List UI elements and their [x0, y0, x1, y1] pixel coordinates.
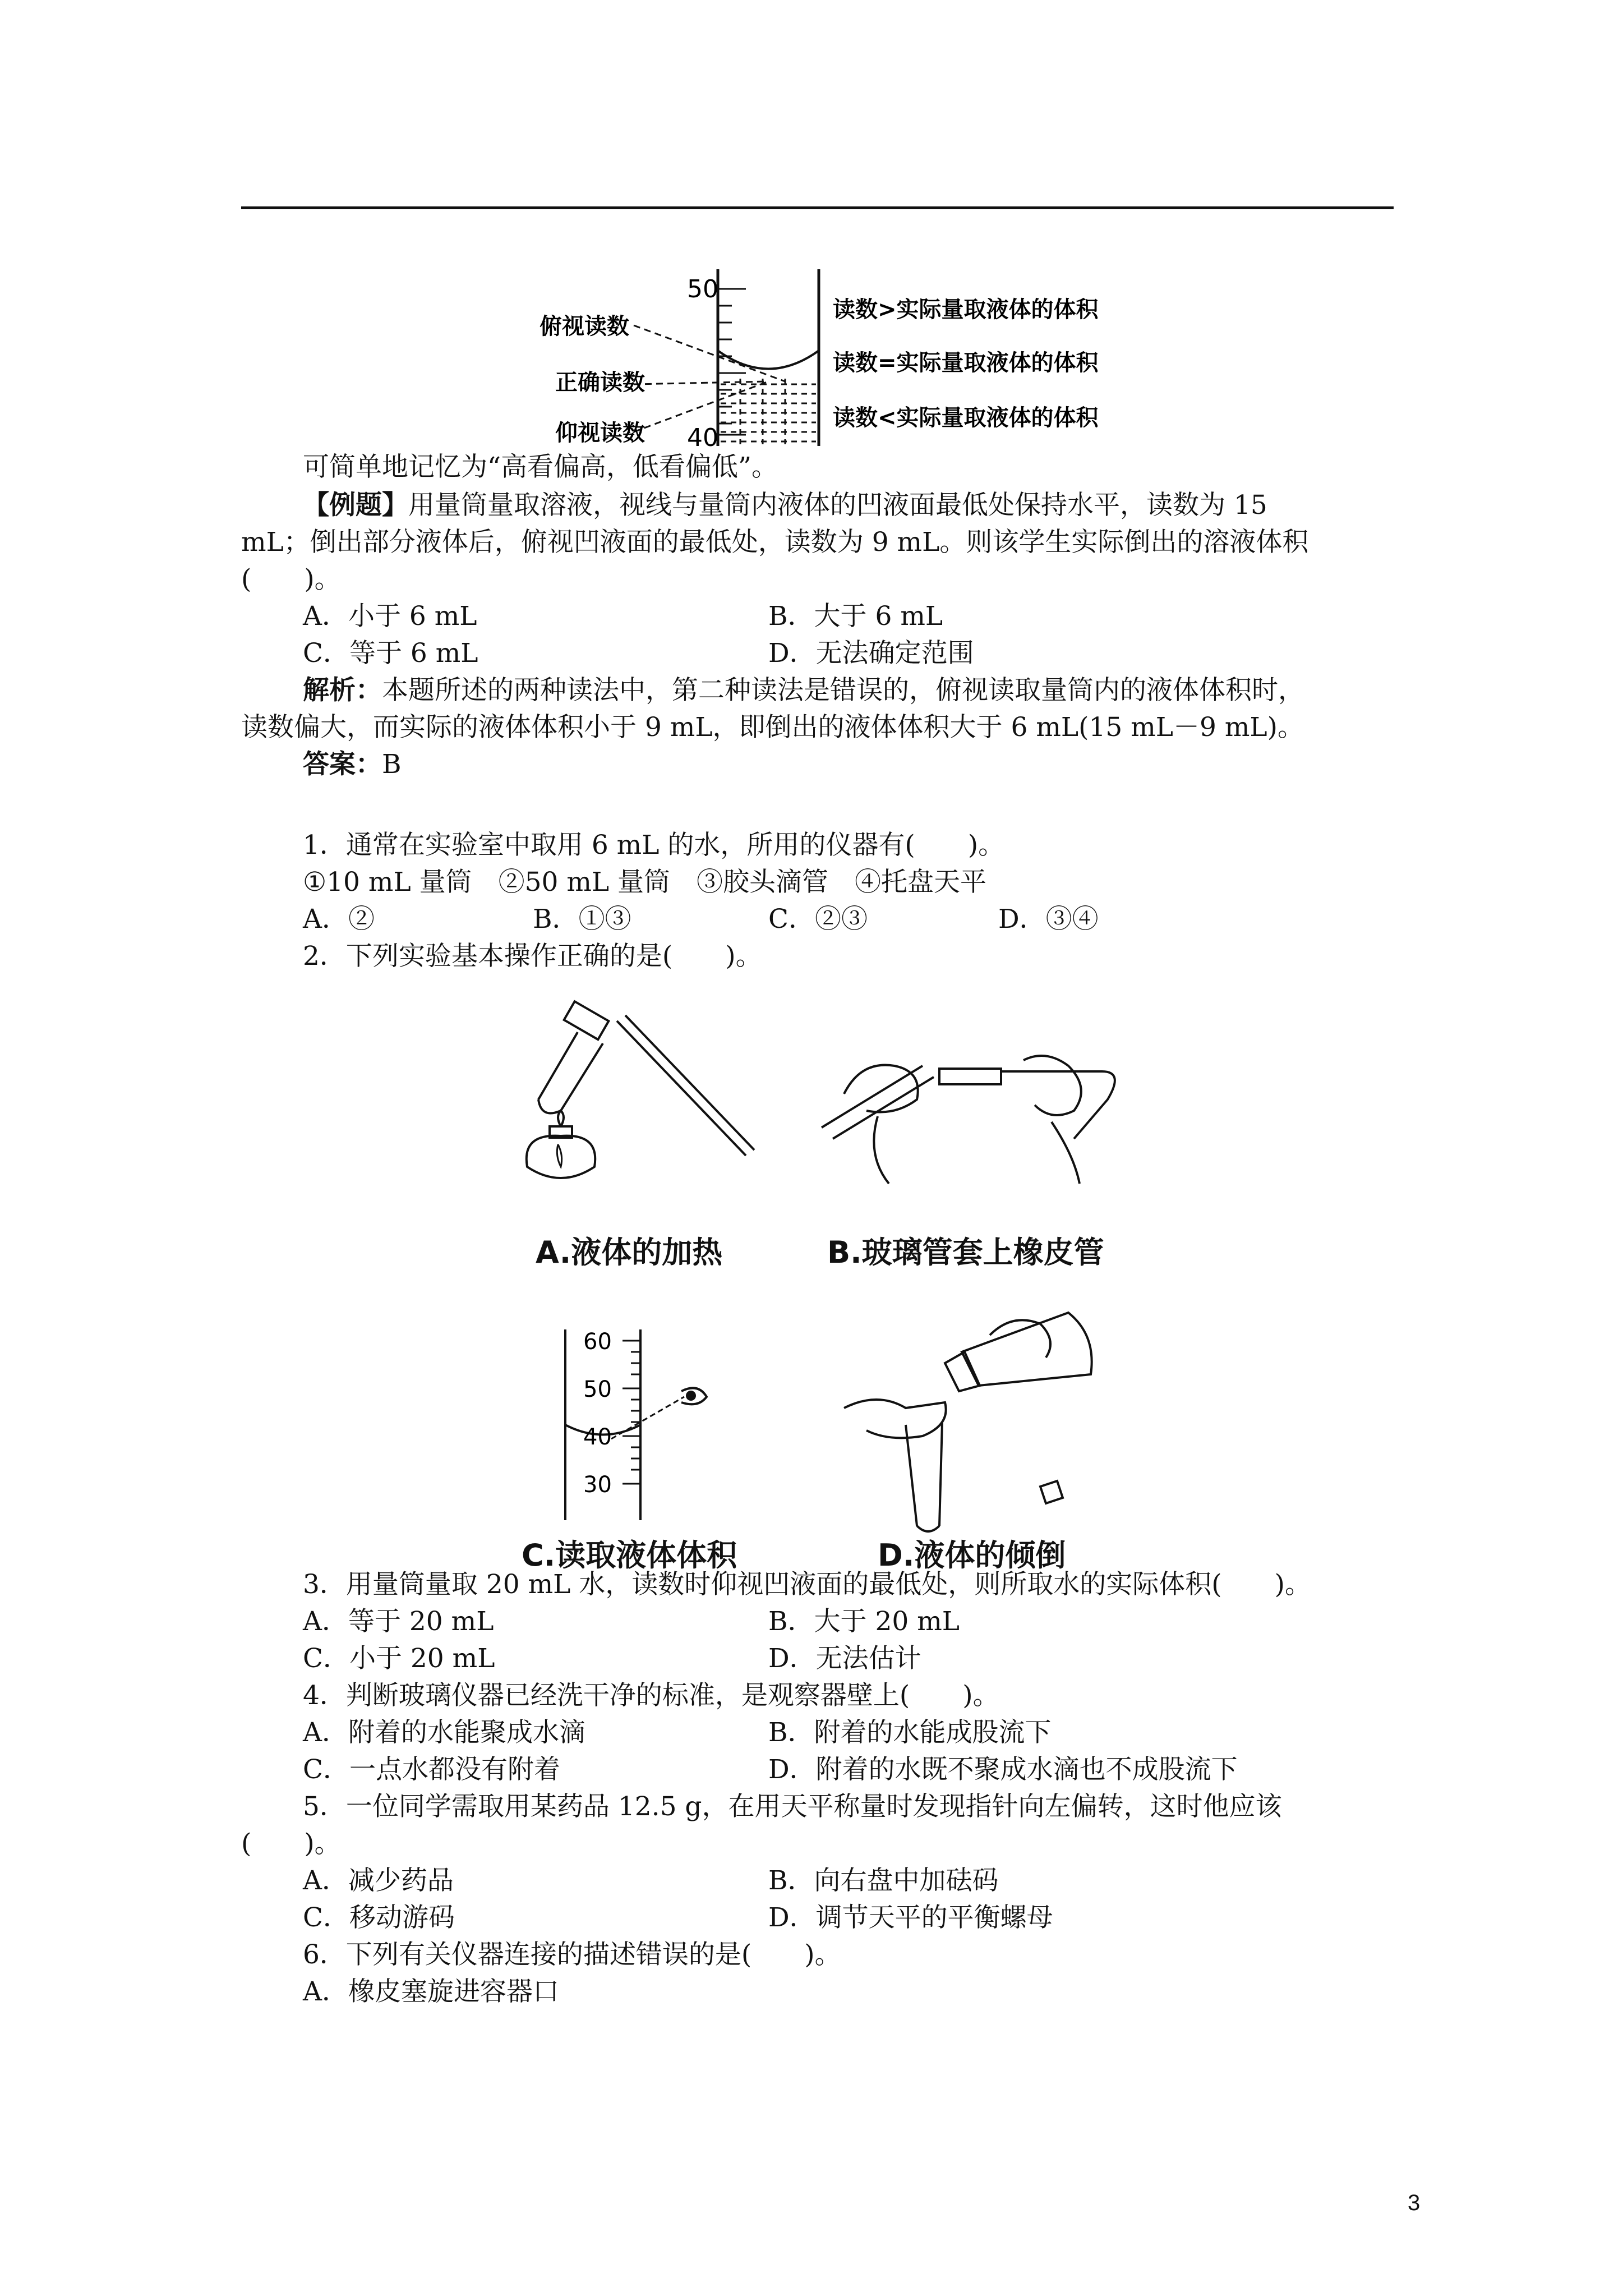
example-q-line1 — [303, 489, 1267, 522]
q6-stem: 6．下列有关仪器连接的描述错误的是( )。 — [303, 1939, 841, 1970]
tick-40: 40 — [583, 1424, 612, 1450]
scale-top-label: 50 — [687, 275, 718, 303]
q5-stem1: 5．一位同学需取用某药品 12.5 g，在用天平称量时发现指针向左偏转，这时他应该 — [303, 1791, 1282, 1822]
q3-option-d: D．无法估计 — [768, 1643, 921, 1674]
figure-d-label: D.液体的倾倒 — [878, 1538, 1066, 1573]
q1-option-a: A．② — [303, 904, 375, 935]
left-label-2: 仰视读数 — [555, 420, 645, 446]
figure-c-cylinder — [538, 1324, 729, 1526]
example-option-b: B．大于 6 mL — [768, 601, 943, 632]
analysis-text1: 本题所述的两种读法中，第二种读法是错误的，俯视读取量筒内的液体体积时， — [382, 675, 1304, 706]
q5-stem2: ( )。 — [241, 1828, 341, 1859]
tick-50: 50 — [583, 1377, 612, 1402]
example-option-d: D．无法确定范围 — [768, 638, 974, 669]
analysis-label: 解析： — [303, 675, 382, 706]
tick-60: 60 — [583, 1329, 612, 1355]
figure-a-label: A.液体的加热 — [536, 1235, 723, 1270]
q3-option-c: C．小于 20 mL — [303, 1643, 495, 1674]
q3-stem: 3．用量筒量取 20 mL 水，读数时仰视凹液面的最低处，则所取水的实际体积( )。 — [303, 1569, 1311, 1600]
answer-line — [303, 748, 402, 781]
q1-option-c: C．②③ — [768, 904, 868, 935]
page-number: 3 — [1408, 2191, 1421, 2215]
figure-b-label: B.玻璃管套上橡皮管 — [827, 1235, 1104, 1270]
q4-option-d: D．附着的水既不聚成水滴也不成股流下 — [768, 1754, 1238, 1785]
right-label-1: 读数=实际量取液体的体积 — [833, 350, 1099, 376]
analysis-line1 — [303, 674, 1304, 707]
q5-option-a: A．减少药品 — [303, 1865, 454, 1896]
q5-option-b: B．向右盘中加砝码 — [768, 1865, 999, 1896]
figure-a-heating — [505, 999, 768, 1223]
q4-stem: 4．判断玻璃仪器已经洗干净的标准，是观察器壁上( )。 — [303, 1680, 999, 1711]
q5-option-c: C．移动游码 — [303, 1902, 455, 1933]
q3-option-a: A．等于 20 mL — [303, 1606, 494, 1637]
left-label-1: 正确读数 — [555, 370, 645, 395]
example-q2: mL；倒出部分液体后，俯视凹液面的最低处，读数为 9 mL。则该学生实际倒出的溶液体积 — [241, 527, 1309, 558]
figure-b-tube — [810, 1027, 1136, 1195]
example-option-a: A．小于 6 mL — [303, 601, 477, 632]
answer-value: B — [382, 749, 402, 780]
tick-30: 30 — [583, 1472, 612, 1498]
q1-option-d: D．③④ — [998, 904, 1099, 935]
figure-c-label: C.读取液体体积 — [522, 1538, 737, 1573]
scale-bottom-label: 40 — [687, 424, 718, 449]
left-label-0: 俯视读数 — [540, 314, 629, 339]
example-q3: ( )。 — [241, 564, 341, 595]
example-q1: 用量筒量取溶液，视线与量筒内液体的凹液面最低处保持水平，读数为 15 — [408, 490, 1267, 521]
q6-option-a: A．橡皮塞旋进容器口 — [303, 1976, 559, 2007]
q1-stem: 1．通常在实验室中取用 6 mL 的水，所用的仪器有( )。 — [303, 830, 1005, 861]
figure-d-pouring — [833, 1301, 1113, 1537]
analysis-line2: 读数偏大，而实际的液体体积小于 9 mL，即倒出的液体体积大于 6 mL(15 mL－9 mL)。 — [241, 712, 1304, 743]
example-option-c: C．等于 6 mL — [303, 638, 478, 669]
q1-items: ①10 mL 量筒 ②50 mL 量筒 ③胶头滴管 ④托盘天平 — [303, 867, 987, 898]
q2-stem: 2．下列实验基本操作正确的是( )。 — [303, 941, 762, 972]
header-rule — [241, 206, 1394, 209]
q4-option-c: C．一点水都没有附着 — [303, 1754, 560, 1785]
example-tag: 【例题】 — [303, 490, 408, 521]
right-label-0: 读数>实际量取液体的体积 — [833, 297, 1099, 323]
reading-diagram — [538, 264, 1166, 449]
q5-option-d: D．调节天平的平衡螺母 — [768, 1902, 1053, 1933]
answer-label: 答案： — [303, 749, 382, 780]
q3-option-b: B．大于 20 mL — [768, 1606, 960, 1637]
right-label-2: 读数<实际量取液体的体积 — [833, 405, 1099, 431]
memory-tip: 可简单地记忆为“高看偏高，低看偏低”。 — [303, 452, 778, 482]
q4-option-a: A．附着的水能聚成水滴 — [303, 1717, 585, 1748]
q4-option-b: B．附着的水能成股流下 — [768, 1717, 1052, 1748]
q1-option-b: B．①③ — [533, 904, 631, 935]
